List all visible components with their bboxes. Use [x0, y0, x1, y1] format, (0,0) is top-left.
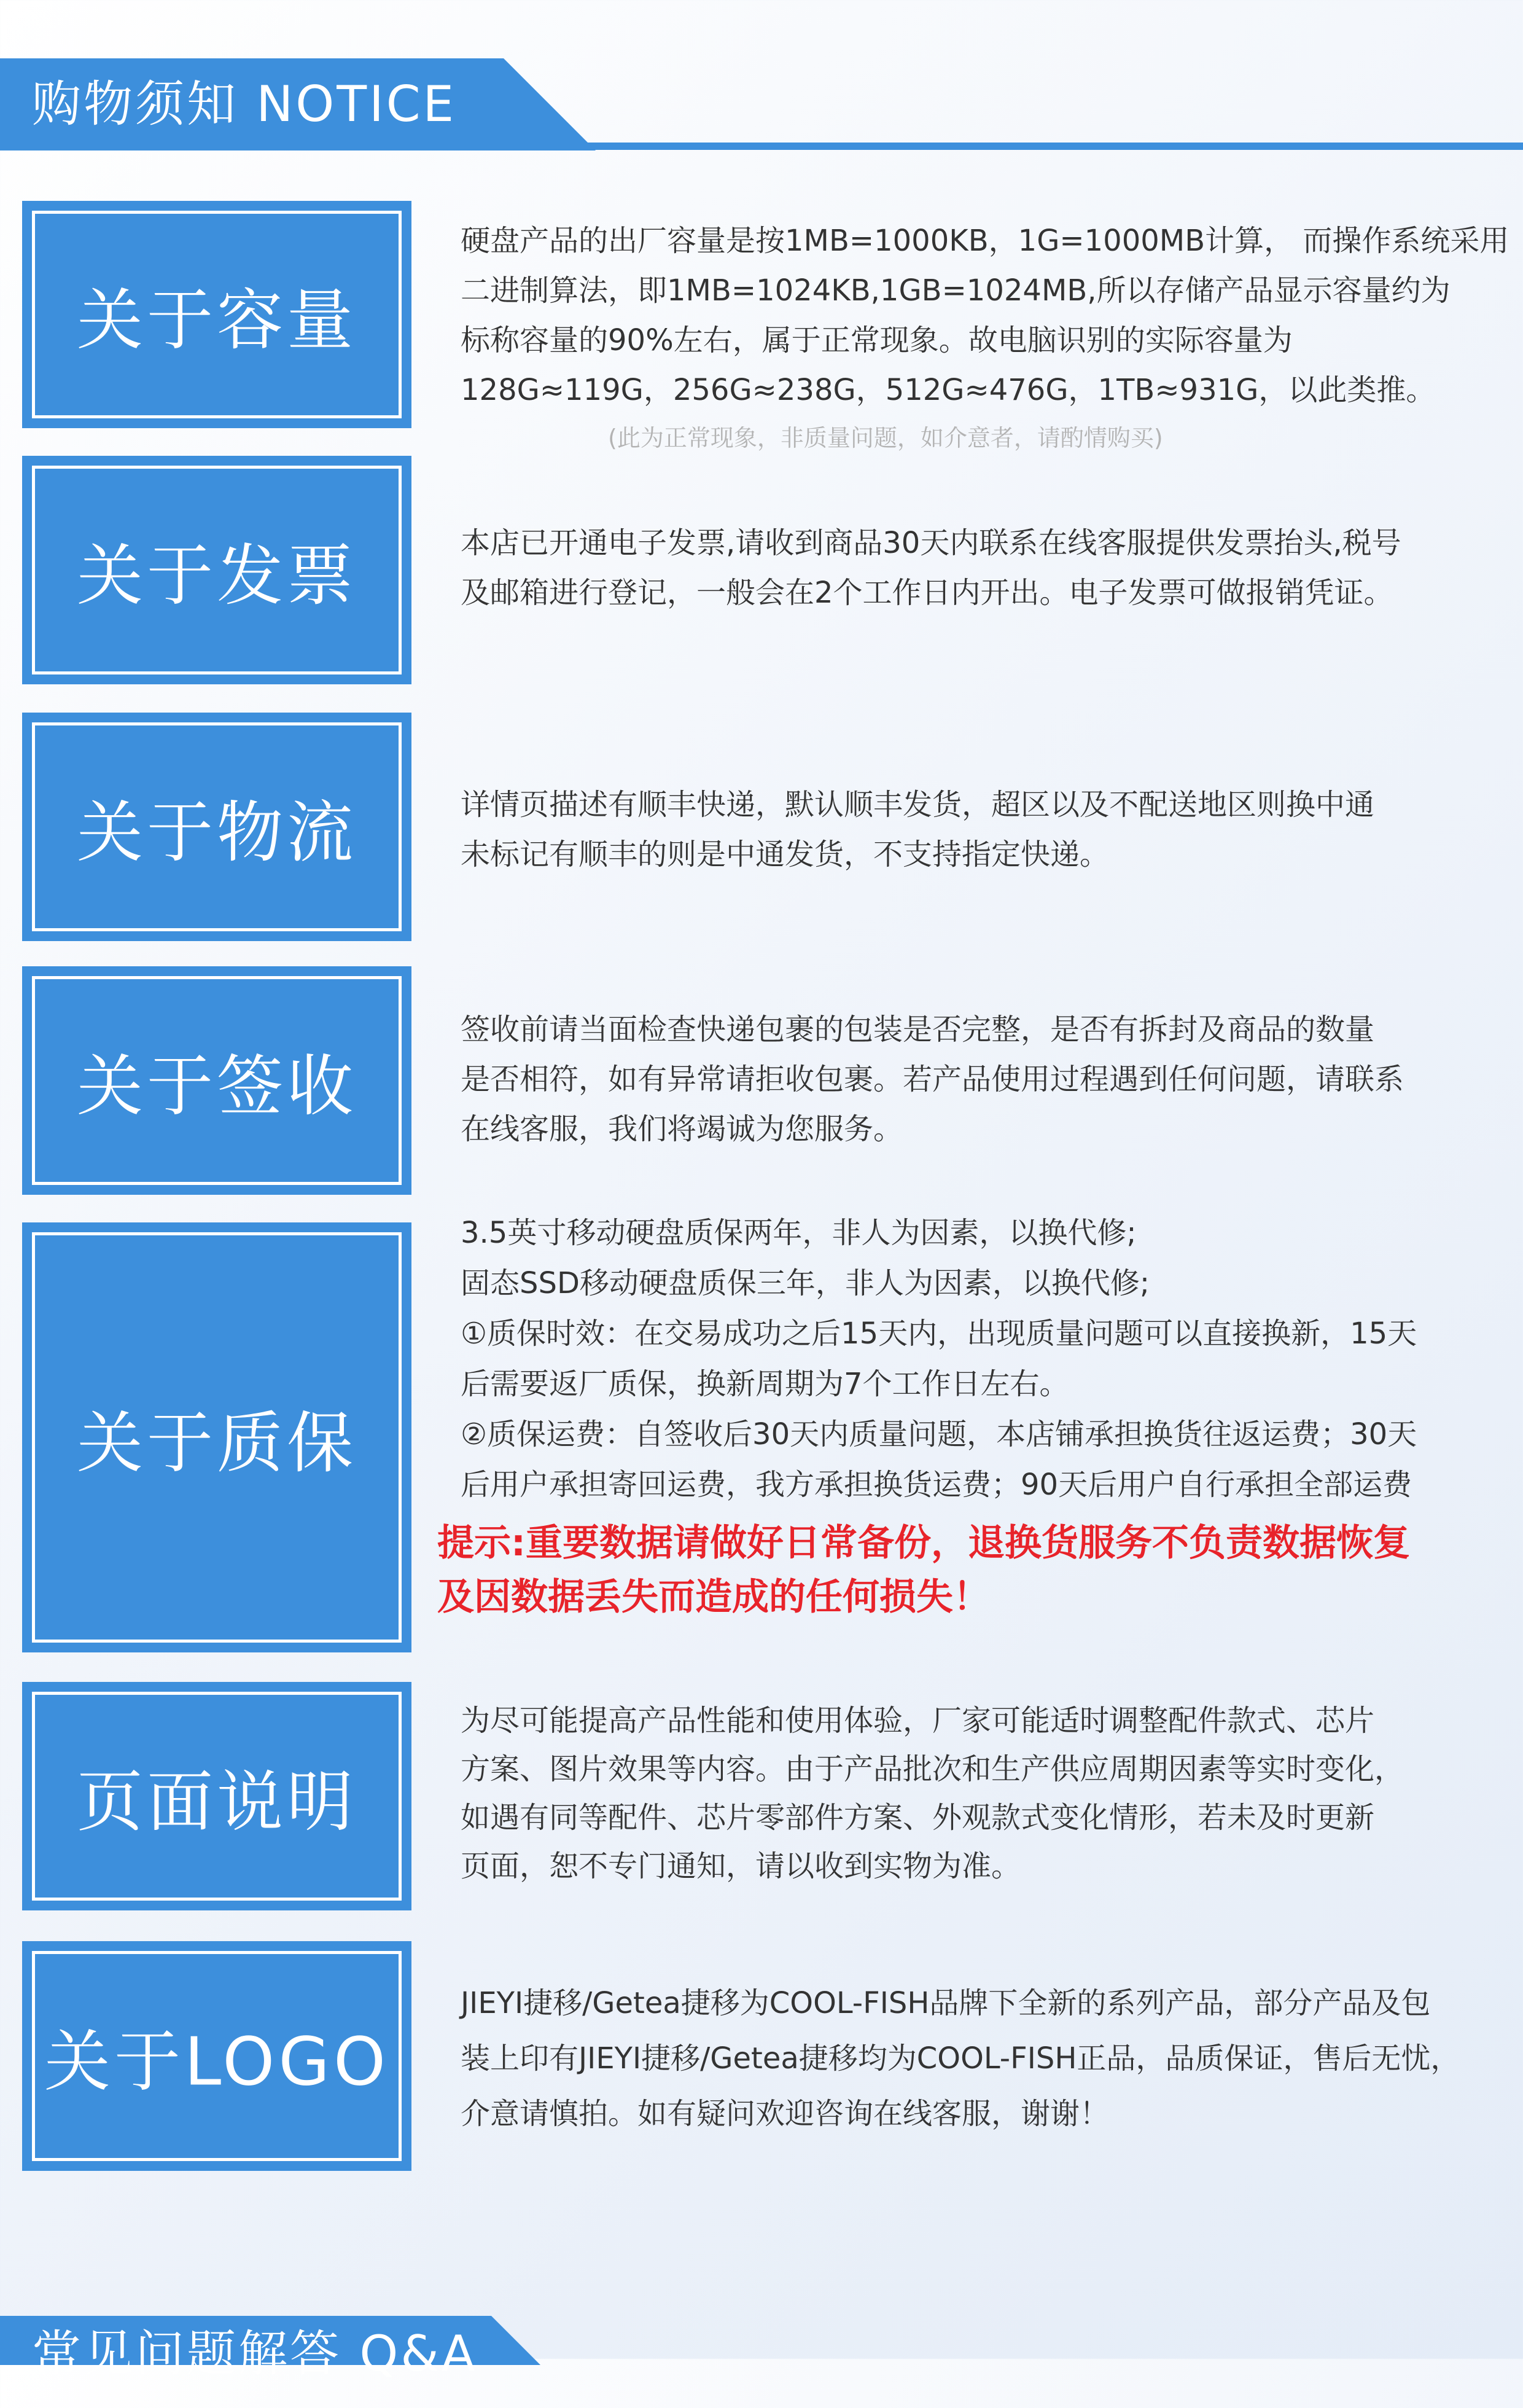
content-line: 后需要返厂质保，换新周期为7个工作日左右。	[461, 1367, 1069, 1401]
warranty-warning	[437, 1516, 1506, 1624]
content-line: 方案、图片效果等内容。由于产品批次和生产供应周期因素等实时变化，	[461, 1752, 1404, 1786]
section-content-receipt	[461, 1005, 1486, 1154]
section-content-invoice	[461, 518, 1486, 618]
content-line: 在线客服，我们将竭诚为您服务。	[461, 1112, 903, 1146]
content-line: 及邮箱进行登记，一般会在2个工作日内开出。电子发票可做报销凭证。	[461, 576, 1393, 610]
content-line: 硬盘产品的出厂容量是按1MB=1000KB，1G=1000MB计算， 而操作系统采用	[461, 224, 1509, 258]
content-line: ②质保运费：自签收后30天内质量问题，本店铺承担换货往返运费；30天	[461, 1417, 1417, 1452]
content-line: 3.5英寸移动硬盘质保两年，非人为因素，以换代修;	[461, 1216, 1137, 1250]
content-line: 页面，恕不专门通知，请以收到实物为准。	[461, 1849, 1021, 1883]
content-line: 后用户承担寄回运费，我方承担换货运费；90天后用户自行承担全部运费	[461, 1468, 1412, 1502]
content-line: 签收前请当面检查快递包裹的包装是否完整，是否有拆封及商品的数量	[461, 1012, 1375, 1047]
section-label-text: 页面说明	[76, 1764, 357, 1841]
content-line: 128G≈119G，256G≈238G，512G≈476G，1TB≈931G，以此类推。	[461, 373, 1436, 407]
section-label-text: 关于物流	[76, 794, 357, 872]
section-content-page-description	[461, 1697, 1486, 1891]
warning-line: 提示:重要数据请做好日常备份，退换货服务不负责数据恢复	[437, 1522, 1410, 1565]
content-line: 二进制算法，即1MB=1024KB,1GB=1024MB,所以存储产品显示容量约为	[461, 273, 1451, 308]
capacity-note: (此为正常现象，非质量问题，如介意者，请酌情购买)	[608, 424, 1163, 452]
content-line: 如遇有同等配件、芯片零部件方案、外观款式变化情形，若未及时更新	[461, 1800, 1375, 1835]
section-label-logo	[22, 1941, 411, 2171]
section-label-logistics	[22, 713, 411, 941]
section-content-logo	[461, 1976, 1486, 2141]
section-label-text: 关于签收	[76, 1048, 357, 1125]
section-label-capacity	[22, 201, 411, 428]
content-line: 详情页描述有顺丰快递，默认顺丰发货，超区以及不配送地区则换中通	[461, 788, 1375, 822]
section-label-invoice	[22, 456, 411, 684]
content-line: 固态SSD移动硬盘质保三年，非人为因素，以换代修;	[461, 1266, 1150, 1300]
section-content-capacity	[461, 216, 1509, 415]
section-label-receipt	[22, 966, 411, 1195]
section-label-text: 关于容量	[76, 282, 357, 359]
content-line: 是否相符，如有异常请拒收包裹。若产品使用过程遇到任何问题，请联系	[461, 1062, 1404, 1096]
page-title: 购物须知 NOTICE	[32, 76, 457, 133]
warning-line: 及因数据丢失而造成的任何损失！	[437, 1576, 990, 1619]
content-line: 本店已开通电子发票,请收到商品30天内联系在线客服提供发票抬头,税号	[461, 526, 1401, 560]
content-line: 为尽可能提高产品性能和使用体验，厂家可能适时调整配件款式、芯片	[461, 1703, 1375, 1738]
footer-title: 常见问题解答 Q&A	[32, 2325, 478, 2382]
section-content-logistics	[461, 780, 1486, 880]
section-label-text: 关于发票	[76, 538, 357, 615]
section-label-page-description	[22, 1682, 411, 1910]
content-line: 标称容量的90%左右，属于正常现象。故电脑识别的实际容量为	[461, 323, 1293, 358]
section-label-text: 关于LOGO	[44, 2023, 390, 2101]
content-line: 装上印有JIEYI捷移/Getea捷移均为COOL-FISH正品，品质保证，售后无忧，	[461, 2041, 1460, 2076]
section-content-warranty	[461, 1208, 1486, 1510]
content-line: ①质保时效：在交易成功之后15天内，出现质量问题可以直接换新，15天	[461, 1316, 1417, 1351]
content-line: 未标记有顺丰的则是中通发货，不支持指定快递。	[461, 837, 1110, 872]
section-label-text: 关于质保	[76, 1405, 357, 1482]
section-label-warranty	[22, 1222, 411, 1652]
content-line: JIEYI捷移/Getea捷移为COOL-FISH品牌下全新的系列产品，部分产品及包	[461, 1986, 1431, 2020]
content-line: 介意请慎拍。如有疑问欢迎咨询在线客服，谢谢！	[461, 2097, 1110, 2131]
